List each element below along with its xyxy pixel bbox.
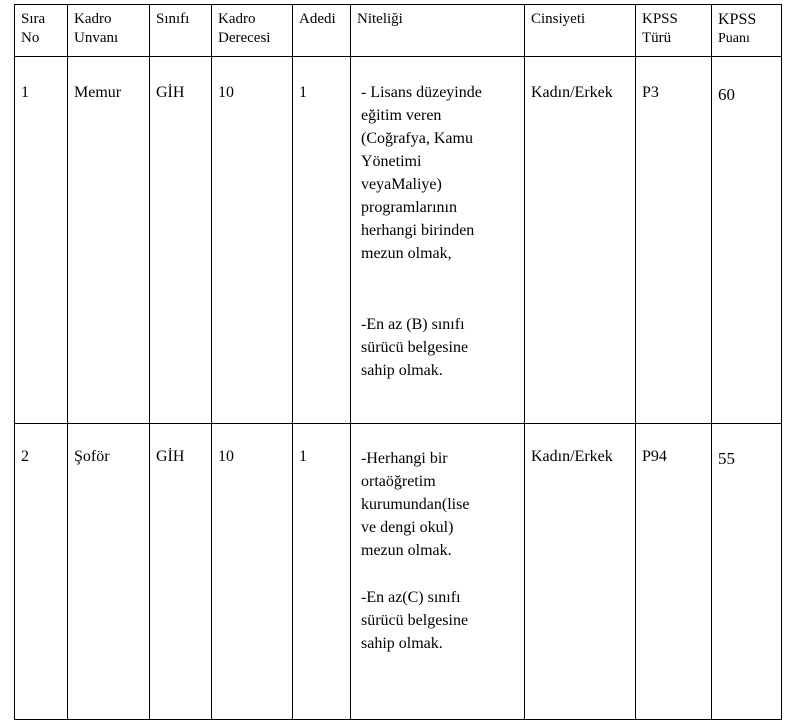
header-row bbox=[15, 5, 782, 57]
cell-kadro-unvani: Şoför bbox=[68, 424, 150, 720]
nitelik-line: - Lisans düzeyinde bbox=[361, 84, 482, 101]
cell-sinifi: GİH bbox=[150, 57, 212, 424]
header-sinifi: Sınıfı bbox=[150, 5, 212, 57]
cell-kpss-turu: P3 bbox=[636, 57, 712, 424]
cell-kpss-turu: P94 bbox=[636, 424, 712, 720]
nitelik-line: ve dengi okul) bbox=[361, 519, 454, 536]
table-row bbox=[15, 57, 782, 424]
cell-cinsiyeti: Kadın/Erkek bbox=[525, 424, 636, 720]
nitelik-line: veyaMaliye) bbox=[361, 176, 442, 193]
nitelik-line: herhangi birinden bbox=[361, 222, 475, 239]
header-kadro-derecesi: Kadro Derecesi bbox=[212, 5, 293, 57]
header-sira-no: Sıra No bbox=[15, 5, 68, 57]
cell-adedi: 1 bbox=[293, 424, 351, 720]
nitelik-line: sahip olmak. bbox=[361, 635, 443, 652]
cell-sira-no: 1 bbox=[15, 57, 68, 424]
cell-niteligi bbox=[351, 57, 525, 424]
cell-adedi: 1 bbox=[293, 57, 351, 424]
nitelik-line: kurumundan(lise bbox=[361, 496, 470, 513]
cell-kpss-puani: 60 bbox=[712, 57, 782, 424]
header-kpss-puani: KPSS Puanı bbox=[712, 5, 782, 57]
table-row bbox=[15, 424, 782, 720]
cell-cinsiyeti: Kadın/Erkek bbox=[525, 57, 636, 424]
nitelik-line: ortaöğretim bbox=[361, 473, 436, 490]
header-kadro-unvani: Kadro Unvanı bbox=[68, 5, 150, 57]
nitelik-line: -En az (B) sınıfı bbox=[361, 316, 465, 333]
header-cinsiyeti: Cinsiyeti bbox=[525, 5, 636, 57]
nitelik-line: sürücü belgesine bbox=[361, 339, 469, 356]
cell-sinifi: GİH bbox=[150, 424, 212, 720]
nitelik-line: -Herhangi bir bbox=[361, 450, 448, 467]
nitelik-line: sürücü belgesine bbox=[361, 612, 469, 629]
kadro-table bbox=[14, 4, 782, 720]
nitelik-line: -En az(C) sınıfı bbox=[361, 589, 461, 606]
cell-kadro-derecesi: 10 bbox=[212, 57, 293, 424]
nitelik-line: mezun olmak, bbox=[361, 245, 452, 262]
cell-kadro-derecesi: 10 bbox=[212, 424, 293, 720]
nitelik-line: eğitim veren bbox=[361, 107, 442, 124]
cell-niteligi bbox=[351, 424, 525, 720]
nitelik-line: programlarının bbox=[361, 199, 457, 216]
nitelik-line: Yönetimi bbox=[361, 153, 422, 170]
nitelik-line: mezun olmak. bbox=[361, 542, 452, 559]
cell-kpss-puani: 55 bbox=[712, 424, 782, 720]
nitelik-line: sahip olmak. bbox=[361, 362, 443, 379]
cell-sira-no: 2 bbox=[15, 424, 68, 720]
cell-kadro-unvani: Memur bbox=[68, 57, 150, 424]
header-kpss-turu: KPSS Türü bbox=[636, 5, 712, 57]
header-niteligi: Niteliği bbox=[351, 5, 525, 57]
header-adedi: Adedi bbox=[293, 5, 351, 57]
nitelik-line: (Coğrafya, Kamu bbox=[361, 130, 473, 147]
